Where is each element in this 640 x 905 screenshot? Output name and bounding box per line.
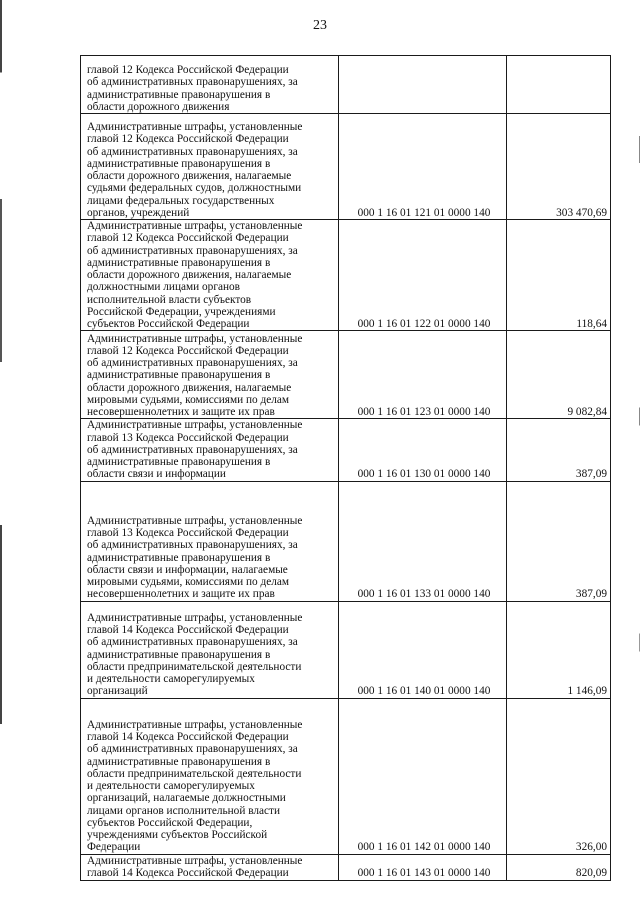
description-line: организаций, налагаемые должностными bbox=[87, 792, 286, 805]
description-line: об административных правонарушениях, за bbox=[87, 443, 298, 456]
description-line: области предпринимательской деятельности bbox=[87, 660, 302, 673]
description-line: Административные штрафы, установленные bbox=[87, 419, 303, 432]
description-line: области дорожного движения, налагаемые bbox=[87, 170, 292, 182]
description-line: административные правонарушения в bbox=[87, 157, 271, 170]
description-line: главой 14 Кодекса Российской Федерации bbox=[87, 867, 289, 880]
description-line: области связи и информации, налагаемые bbox=[87, 563, 288, 576]
table-row bbox=[81, 419, 611, 481]
description-line: главой 12 Кодекса Российской Федерации bbox=[87, 344, 289, 357]
description-line: организаций bbox=[87, 685, 148, 698]
description-line: области связи и информации bbox=[87, 468, 226, 481]
description-line: Административные штрафы, установленные bbox=[87, 611, 303, 624]
row-description bbox=[81, 56, 339, 114]
scan-edge-left bbox=[0, 0, 2, 905]
description-line: мировыми судьями, комиссиями по делам bbox=[87, 393, 290, 406]
description-line: Федерации bbox=[87, 841, 141, 854]
description-line: судьями федеральных судов, должностными bbox=[87, 182, 302, 195]
description-line: Административные штрафы, установленные bbox=[87, 332, 303, 345]
description-line: административные правонарушения в bbox=[87, 551, 271, 564]
budget-code: 000 1 16 01 123 01 0000 140 bbox=[339, 331, 507, 419]
table-row bbox=[81, 698, 611, 854]
description-line: главой 12 Кодекса Российской Федерации bbox=[87, 64, 289, 76]
revenue-table-body bbox=[81, 56, 611, 881]
description-line: главой 14 Кодекса Российской Федерации bbox=[87, 624, 289, 636]
description-line: органов, учреждений bbox=[87, 206, 190, 219]
description-line: несовершеннолетних и защите их прав bbox=[87, 588, 275, 601]
table-row bbox=[81, 601, 611, 698]
row-description bbox=[81, 481, 339, 601]
description-line: административные правонарушения в bbox=[87, 369, 271, 382]
table-row bbox=[81, 114, 611, 220]
description-line: главой 12 Кодекса Российской Федерации bbox=[87, 133, 289, 146]
description-line: субъектов Российской Федерации bbox=[87, 318, 250, 330]
description-line: должностными лицами органов bbox=[87, 281, 241, 294]
description-line: Административные штрафы, установленные bbox=[87, 855, 303, 867]
budget-code bbox=[339, 56, 507, 114]
description-line: Административные штрафы, установленные bbox=[87, 514, 303, 527]
description-line: об административных правонарушениях, за bbox=[87, 539, 298, 552]
budget-code: 000 1 16 01 142 01 0000 140 bbox=[339, 698, 507, 854]
page-number: 23 bbox=[313, 18, 327, 33]
description-line: и деятельности саморегулируемых bbox=[87, 780, 255, 792]
description-line: несовершеннолетних и защите их прав bbox=[87, 406, 275, 418]
row-description bbox=[81, 601, 339, 698]
description-line: об административных правонарушениях, за bbox=[87, 636, 298, 649]
description-line: административные правонарушения в bbox=[87, 755, 271, 768]
description-line: субъектов Российской Федерации, bbox=[87, 816, 253, 829]
amount-value: 820,09 bbox=[507, 854, 611, 880]
description-line: области дорожного движения bbox=[87, 100, 230, 113]
budget-code: 000 1 16 01 133 01 0000 140 bbox=[339, 481, 507, 601]
description-line: и деятельности саморегулируемых bbox=[87, 673, 255, 685]
row-description bbox=[81, 854, 339, 880]
description-line: главой 13 Кодекса Российской Федерации bbox=[87, 527, 289, 539]
row-description bbox=[81, 419, 339, 481]
description-line: об административных правонарушениях, за bbox=[87, 743, 298, 756]
description-line: области дорожного движения, налагаемые bbox=[87, 381, 292, 394]
amount-value: 326,00 bbox=[507, 698, 611, 854]
description-line: административные правонарушения в bbox=[87, 456, 271, 468]
table-row bbox=[81, 56, 611, 114]
description-line: области предпринимательской деятельности bbox=[87, 767, 302, 780]
description-line: главой 14 Кодекса Российской Федерации bbox=[87, 731, 289, 743]
description-line: об административных правонарушениях, за bbox=[87, 244, 298, 257]
description-line: исполнительной власти субъектов bbox=[87, 293, 252, 306]
description-line: об административных правонарушениях, за bbox=[87, 145, 298, 158]
amount-value: 118,64 bbox=[507, 220, 611, 331]
description-line: Административные штрафы, установленные bbox=[87, 220, 303, 232]
description-line: административные правонарушения в bbox=[87, 256, 271, 269]
description-line: Административные штрафы, установленные bbox=[87, 718, 303, 731]
budget-code: 000 1 16 01 143 01 0000 140 bbox=[339, 854, 507, 880]
description-line: лицами органов исполнительной власти bbox=[87, 804, 281, 817]
amount-value bbox=[507, 56, 611, 114]
description-line: лицами федеральных государственных bbox=[87, 194, 275, 207]
description-line: Административные штрафы, установленные bbox=[87, 121, 303, 133]
table-row bbox=[81, 854, 611, 880]
description-line: об административных правонарушениях, за bbox=[87, 76, 298, 89]
revenue-table bbox=[80, 55, 611, 881]
table-row bbox=[81, 481, 611, 601]
row-description bbox=[81, 331, 339, 419]
row-description bbox=[81, 114, 339, 220]
row-description bbox=[81, 698, 339, 854]
description-line: учреждениями субъектов Российской bbox=[87, 829, 268, 841]
description-line: Российской Федерации, учреждениями bbox=[87, 305, 276, 318]
table-row bbox=[81, 331, 611, 419]
budget-code: 000 1 16 01 130 01 0000 140 bbox=[339, 419, 507, 481]
description-line: административные правонарушения в bbox=[87, 88, 271, 101]
budget-code: 000 1 16 01 140 01 0000 140 bbox=[339, 601, 507, 698]
description-line: главой 13 Кодекса Российской Федерации bbox=[87, 431, 289, 444]
description-line: области дорожного движения, налагаемые bbox=[87, 269, 292, 281]
amount-value: 1 146,09 bbox=[507, 601, 611, 698]
description-line: мировыми судьями, комиссиями по делам bbox=[87, 576, 290, 588]
amount-value: 387,09 bbox=[507, 481, 611, 601]
table-row bbox=[81, 220, 611, 331]
amount-value: 387,09 bbox=[507, 419, 611, 481]
row-description bbox=[81, 220, 339, 331]
budget-code: 000 1 16 01 121 01 0000 140 bbox=[339, 114, 507, 220]
description-line: об административных правонарушениях, за bbox=[87, 357, 298, 369]
description-line: главой 12 Кодекса Российской Федерации bbox=[87, 232, 289, 245]
description-line: административные правонарушения в bbox=[87, 648, 271, 661]
amount-value: 9 082,84 bbox=[507, 331, 611, 419]
amount-value: 303 470,69 bbox=[507, 114, 611, 220]
budget-code: 000 1 16 01 122 01 0000 140 bbox=[339, 220, 507, 331]
